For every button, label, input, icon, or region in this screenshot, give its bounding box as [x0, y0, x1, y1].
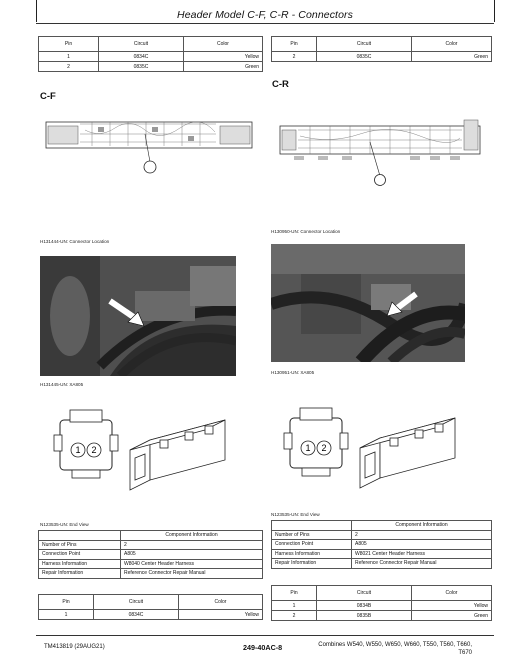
component-info-left	[38, 530, 263, 579]
caption-left-end-view: N123535-UN: End View	[40, 522, 89, 527]
info-value: A805	[352, 540, 492, 550]
header-pin: Pin	[39, 595, 94, 610]
pin-table-bottom-left	[38, 594, 263, 620]
table-row	[272, 540, 492, 550]
header-diagram-right	[270, 112, 492, 187]
table-row	[39, 569, 263, 579]
info-label: Number of Pins	[272, 530, 352, 540]
info-value: 2	[352, 530, 492, 540]
header-circuit: Circuit	[317, 37, 412, 52]
cell-color: Yellow	[412, 601, 492, 611]
pin-table-bottom-right	[271, 585, 492, 621]
header-pin: Pin	[272, 37, 317, 52]
info-label: Harness Information	[272, 549, 352, 559]
footer-models	[302, 641, 472, 657]
cell-pin: 2	[39, 62, 99, 72]
cell-pin: 2	[272, 52, 317, 62]
caption-left-location: H131444-UN: Connector Location	[40, 239, 110, 244]
component-info-heading: Component Information	[352, 521, 492, 531]
cell-color: Green	[412, 611, 492, 621]
cell-circuit: 0834B	[317, 601, 412, 611]
pin-2-label: 2	[321, 443, 327, 453]
info-value: 2	[121, 540, 263, 550]
component-info-heading: Component Information	[121, 531, 263, 541]
section-label-cf: C-F	[40, 91, 56, 102]
header-color: Color	[412, 586, 492, 601]
header-circuit: Circuit	[99, 37, 184, 52]
caption-left-photo: H131445-UN: XA805	[40, 382, 84, 387]
page-title: Header Model C-F, C-R - Connectors	[177, 9, 353, 21]
table-row	[272, 530, 492, 540]
footer-models-line2: T670	[458, 650, 472, 656]
pin-table-top-right	[271, 36, 492, 62]
section-label-cr: C-R	[272, 79, 289, 90]
header-circuit: Circuit	[317, 586, 412, 601]
info-label: Repair Information	[272, 559, 352, 569]
cell-color: Green	[184, 62, 263, 72]
connector-end-view-left	[50, 400, 240, 500]
info-label: Connection Point	[272, 540, 352, 550]
footer-page-number: 249-40AC-8	[243, 643, 283, 652]
cell-circuit: 0835C	[99, 62, 184, 72]
header-circuit: Circuit	[94, 595, 179, 610]
connector-end-view-right	[280, 398, 470, 498]
header-color: Color	[412, 37, 492, 52]
header-pin: Pin	[272, 586, 317, 601]
page-border-right	[494, 0, 495, 22]
cell-circuit: 0835C	[317, 52, 412, 62]
cell-pin: 2	[272, 611, 317, 621]
table-row	[39, 540, 263, 550]
info-label: Harness Information	[39, 559, 121, 569]
cell-color: Yellow	[179, 610, 263, 620]
info-value: Reference Connector Repair Manual	[121, 569, 263, 579]
cell-color: Green	[412, 52, 492, 62]
header-color: Color	[179, 595, 263, 610]
caption-right-end-view: N123535-UN: End View	[271, 512, 320, 517]
info-value: W8021 Center Header Harness	[352, 549, 492, 559]
pin-1-label: 1	[305, 443, 311, 453]
footer-doc-id: TM413819 (29AUG21)	[44, 644, 105, 650]
cell-pin: 1	[39, 52, 99, 62]
table-row	[39, 52, 263, 62]
table-row	[39, 610, 263, 620]
header-color: Color	[184, 37, 263, 52]
table-row	[39, 559, 263, 569]
table-row	[272, 611, 492, 621]
cell-circuit: 0835B	[317, 611, 412, 621]
header-diagram-left	[40, 112, 260, 174]
connector-photo-left	[40, 256, 236, 376]
caption-right-location: H130950-UN: Connector Location	[271, 229, 341, 234]
table-row	[272, 549, 492, 559]
table-row	[272, 559, 492, 569]
pin-2-label: 2	[91, 445, 97, 455]
component-info-right	[271, 520, 492, 569]
pin-1-label: 1	[75, 445, 81, 455]
header-pin: Pin	[39, 37, 99, 52]
info-label: Repair Information	[39, 569, 121, 579]
table-row	[39, 550, 263, 560]
connector-photo-right	[271, 244, 465, 362]
pin-table-top-left	[38, 36, 263, 72]
caption-right-photo: H130951-UN: XA805	[271, 370, 315, 375]
cell-pin: 1	[272, 601, 317, 611]
cell-circuit: 0834C	[99, 52, 184, 62]
table-row	[272, 601, 492, 611]
footer-divider	[36, 635, 494, 636]
table-row	[272, 52, 492, 62]
title-divider	[36, 23, 494, 24]
info-value: W8040 Center Header Harness	[121, 559, 263, 569]
info-value: Reference Connector Repair Manual	[352, 559, 492, 569]
info-label: Number of Pins	[39, 540, 121, 550]
cell-circuit: 0834C	[94, 610, 179, 620]
footer-models-line1: Combines W540, W550, W650, W660, T550, T560, T660,	[318, 642, 472, 648]
info-label: Connection Point	[39, 550, 121, 560]
table-row	[39, 62, 263, 72]
cell-pin: 1	[39, 610, 94, 620]
cell-color: Yellow	[184, 52, 263, 62]
info-value: A805	[121, 550, 263, 560]
